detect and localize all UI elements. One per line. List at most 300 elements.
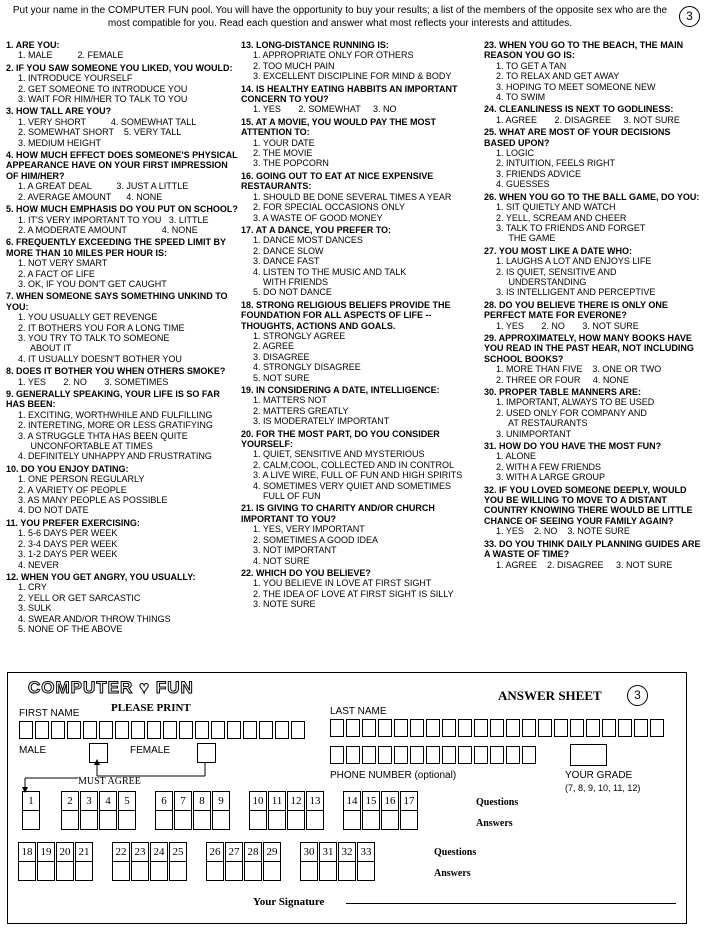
question-number: 11 bbox=[269, 792, 285, 811]
question-block bbox=[241, 568, 483, 610]
answer-option: 3. MEDIUM HEIGHT bbox=[18, 137, 102, 148]
question-number: 15 bbox=[363, 792, 379, 811]
answer-cell[interactable] bbox=[193, 791, 211, 830]
answer-option: 3. IS MODERATELY IMPORTANT bbox=[253, 416, 390, 427]
answer-cell[interactable] bbox=[56, 842, 74, 881]
answer-box[interactable] bbox=[113, 862, 129, 880]
question-number: 20 bbox=[57, 843, 73, 862]
question-number: 10 bbox=[250, 792, 266, 811]
answer-cell[interactable] bbox=[319, 842, 337, 881]
answer-option: 2. GET SOMEONE TO INTRODUCE YOU bbox=[18, 83, 188, 94]
question-group bbox=[155, 791, 231, 830]
answer-box[interactable] bbox=[226, 862, 242, 880]
answer-option: 1. EXCITING, WORTHWHILE AND FULFILLING bbox=[18, 409, 213, 420]
last-name-label: LAST NAME bbox=[330, 706, 387, 717]
question-number: 27 bbox=[226, 843, 242, 862]
answer-options bbox=[241, 50, 483, 81]
answer-option: 2. MATTERS GREATLY bbox=[253, 405, 349, 416]
answer-option: 2. CALM,COOL, COLLECTED AND IN CONTROL bbox=[253, 459, 455, 470]
answer-sheet-number: 3 bbox=[627, 685, 648, 706]
answer-cell[interactable] bbox=[118, 791, 136, 830]
question-text: 7. WHEN SOMEONE SAYS SOMETHING UNKIND TO YOU: bbox=[6, 291, 228, 312]
question-block bbox=[484, 192, 704, 244]
answer-option: 1. YOUR DATE bbox=[253, 137, 315, 148]
answer-cell[interactable] bbox=[381, 791, 399, 830]
question-number: 17 bbox=[401, 792, 417, 811]
answer-box[interactable] bbox=[119, 811, 135, 829]
questions-label-row-1: Questions bbox=[476, 797, 519, 808]
question-number: 26 bbox=[207, 843, 223, 862]
answer-option: 4. TO SWIM bbox=[496, 92, 546, 103]
answer-option: 1. A GREAT DEAL 3. JUST A LITTLE bbox=[18, 181, 189, 192]
answer-option: 1. LOGIC bbox=[496, 148, 535, 159]
answer-option: 3. DISAGREE bbox=[253, 351, 310, 362]
answer-option: 3. WITH A LARGE GROUP bbox=[496, 472, 606, 483]
answer-option: 4. STRONGLY DISAGREE bbox=[253, 362, 361, 373]
answer-option: 2. A VARIETY OF PEOPLE bbox=[18, 484, 127, 495]
answer-option: 1. YES, VERY IMPORTANT bbox=[253, 524, 365, 535]
question-text: 33. DO YOU THINK DAILY PLANNING GUIDES ARE A WASTE OF TIME? bbox=[484, 538, 701, 560]
letter-box[interactable] bbox=[506, 746, 520, 764]
answer-box[interactable] bbox=[269, 811, 285, 829]
question-number: 3 bbox=[81, 792, 97, 811]
answer-cell[interactable] bbox=[268, 791, 286, 830]
answer-option: 4. NOT SURE bbox=[253, 555, 310, 566]
answer-options bbox=[6, 528, 238, 570]
question-block bbox=[6, 389, 238, 462]
answer-cell[interactable] bbox=[18, 842, 36, 881]
question-text: 25. WHAT ARE MOST OF YOUR DECISIONS BASED UPON? bbox=[484, 127, 671, 148]
answer-cell[interactable] bbox=[37, 842, 55, 881]
question-text: 29. APPROXIMATELY, HOW MANY BOOKS HAVE YOU READ IN THE PAST HEAR, NOT INCLUDING SCHOOL BOOKS? bbox=[484, 332, 694, 364]
answer-box[interactable] bbox=[288, 811, 304, 829]
question-block bbox=[484, 539, 704, 570]
answer-options bbox=[6, 410, 238, 462]
answer-options bbox=[241, 138, 483, 169]
answer-option: 2. IS QUIET, SENSITIVE AND bbox=[496, 266, 617, 277]
answer-option: 1. ONE PERSON REGULARLY bbox=[18, 474, 145, 485]
answer-options bbox=[241, 235, 483, 297]
answer-option: 2. TOO MUCH PAIN bbox=[253, 60, 335, 71]
answer-option: 1. ALONE bbox=[496, 451, 537, 462]
question-text: 26. WHEN YOU GO TO THE BALL GAME, DO YOU: bbox=[484, 191, 700, 202]
answer-box[interactable] bbox=[264, 862, 280, 880]
answer-box[interactable] bbox=[301, 862, 317, 880]
question-block bbox=[241, 300, 483, 383]
answer-option: 2. TO RELAX AND GET AWAY bbox=[496, 71, 620, 82]
answer-cell[interactable] bbox=[112, 842, 130, 881]
question-number: 5 bbox=[119, 792, 135, 811]
signature-line[interactable] bbox=[346, 903, 676, 904]
question-block bbox=[6, 106, 238, 148]
question-block bbox=[6, 572, 238, 634]
answer-cell[interactable] bbox=[362, 791, 380, 830]
answer-option: 2. FOR SPECIAL OCCASIONS ONLY bbox=[253, 202, 406, 213]
answer-option: 1. MATTERS NOT bbox=[253, 395, 327, 406]
answer-box[interactable] bbox=[62, 811, 78, 829]
brand-word-left: COMPUTER bbox=[28, 678, 134, 697]
answer-box[interactable] bbox=[23, 811, 39, 829]
question-text: 15. AT A MOVIE, YOU WOULD PAY THE MOST ATTENTION TO: bbox=[241, 116, 437, 138]
answer-option: 3. A STRUGGLE THTA HAS BEEN QUITE bbox=[18, 430, 188, 441]
question-text: 31. HOW DO YOU HAVE THE MOST FUN? bbox=[484, 441, 662, 452]
intro-text: Put your name in the COMPUTER FUN pool. You will have the opportunity to buy your results; a list of the members of the opposite sex who are the most compatible for you. Read each question and answer what most reflects your interests and attitudes. bbox=[12, 5, 668, 29]
answer-box[interactable] bbox=[100, 811, 116, 829]
answer-option: 3. A WASTE OF GOOD MONEY bbox=[253, 212, 383, 223]
question-block bbox=[484, 441, 704, 483]
answer-options bbox=[6, 474, 238, 516]
answer-options bbox=[484, 148, 704, 190]
question-text: 8. DOES IT BOTHER YOU WHEN OTHERS SMOKE? bbox=[6, 366, 226, 377]
letter-box[interactable] bbox=[522, 746, 536, 764]
question-block bbox=[6, 237, 238, 289]
question-block bbox=[6, 40, 238, 61]
answer-option: 1. YOU USUALLY GET REVENGE bbox=[18, 312, 158, 323]
answer-cell[interactable] bbox=[75, 842, 93, 881]
answer-option: 4. DO NOT DATE bbox=[18, 505, 89, 516]
answer-box[interactable] bbox=[81, 811, 97, 829]
question-text: 16. GOING OUT TO EAT AT NICE EXPENSIVE RESTAURANTS: bbox=[241, 170, 434, 192]
letter-box[interactable] bbox=[490, 746, 504, 764]
question-group bbox=[206, 842, 282, 881]
questions-label-row-2: Questions bbox=[434, 847, 477, 858]
answer-cell[interactable] bbox=[150, 842, 168, 881]
question-block bbox=[6, 150, 238, 202]
question-text: 6. FREQUENTLY EXCEEDING THE SPEED LIMIT BY MORE THAN 10 MILES PER HOUR IS: bbox=[6, 237, 226, 258]
answer-cell[interactable] bbox=[306, 791, 324, 830]
question-text: 28. DO YOU BELIEVE THERE IS ONLY ONE PERFECT MATE FOR EVERONE? bbox=[484, 299, 668, 321]
answer-options bbox=[484, 202, 704, 244]
answer-cell[interactable] bbox=[343, 791, 361, 830]
question-number: 7 bbox=[175, 792, 191, 811]
answer-options bbox=[6, 582, 238, 634]
question-block bbox=[484, 300, 704, 331]
answer-cell[interactable] bbox=[131, 842, 149, 881]
answer-option: 1. QUIET, SENSITIVE AND MYSTERIOUS bbox=[253, 449, 425, 460]
question-block bbox=[484, 333, 704, 385]
answer-cell[interactable] bbox=[22, 791, 40, 830]
answer-option: 3. AS MANY PEOPLE AS POSSIBLE bbox=[18, 495, 168, 506]
answer-sheet-title: ANSWER SHEET bbox=[498, 688, 602, 703]
answer-option: FULL OF FUN bbox=[253, 491, 321, 502]
answer-options bbox=[484, 61, 704, 103]
answer-options bbox=[6, 181, 238, 202]
answer-options bbox=[484, 526, 704, 536]
answer-option: 3. YOU TRY TO TALK TO SOMEONE bbox=[18, 332, 170, 343]
answer-option: 3. THE POPCORN bbox=[253, 158, 329, 169]
answer-option: 3. TALK TO FRIENDS AND FORGET bbox=[496, 222, 646, 233]
answer-option: 3. NOTE SURE bbox=[253, 599, 316, 610]
answer-option: 2. DANCE SLOW bbox=[253, 245, 324, 256]
answer-option: 3. NOT IMPORTANT bbox=[253, 545, 337, 556]
answer-options bbox=[6, 50, 238, 60]
answers-label-row-2: Answers bbox=[434, 868, 471, 879]
please-print-label: PLEASE PRINT bbox=[111, 702, 191, 714]
answer-cell[interactable] bbox=[225, 842, 243, 881]
answer-options bbox=[241, 524, 483, 566]
letter-box[interactable] bbox=[442, 746, 456, 764]
answer-box[interactable] bbox=[151, 862, 167, 880]
answer-box[interactable] bbox=[401, 811, 417, 829]
letter-box[interactable] bbox=[330, 746, 344, 764]
answer-options bbox=[484, 364, 704, 385]
answer-cell[interactable] bbox=[99, 791, 117, 830]
question-text: 14. IS HEALTHY EATING HABBITS AN IMPORTANT CONCERN TO YOU? bbox=[241, 83, 458, 105]
brand-word-right: FUN bbox=[155, 678, 194, 697]
grade-label: YOUR GRADE bbox=[565, 770, 633, 781]
question-block bbox=[241, 171, 483, 223]
signature-label: Your Signature bbox=[253, 896, 325, 908]
answer-options bbox=[484, 397, 704, 439]
question-block bbox=[484, 485, 704, 537]
question-text: 5. HOW MUCH EMPHASIS DO YOU PUT ON SCHOOL? bbox=[6, 204, 238, 215]
letter-box[interactable] bbox=[346, 746, 360, 764]
question-text: 3. HOW TALL ARE YOU? bbox=[6, 106, 112, 117]
letter-box[interactable] bbox=[394, 746, 408, 764]
answer-option: 3. IS INTELLIGENT AND PERCEPTIVE bbox=[496, 287, 656, 298]
question-block bbox=[6, 366, 238, 387]
answer-box[interactable] bbox=[245, 862, 261, 880]
answer-box[interactable] bbox=[358, 862, 374, 880]
question-text: 23. WHEN YOU GO TO THE BEACH, THE MAIN REASON YOU GO IS: bbox=[484, 40, 684, 61]
question-number: 21 bbox=[76, 843, 92, 862]
question-text: 21. IS GIVING TO CHARITY AND/OR CHURCH IMPORTANT TO YOU? bbox=[241, 503, 435, 524]
answer-option: AT RESTAURANTS bbox=[496, 418, 588, 429]
answer-option: 2. SOMETIMES A GOOD IDEA bbox=[253, 534, 379, 545]
answer-cell[interactable] bbox=[244, 842, 262, 881]
question-number: 1 bbox=[23, 792, 39, 811]
question-number: 25 bbox=[170, 843, 186, 862]
question-block bbox=[241, 503, 483, 565]
answer-options bbox=[241, 104, 483, 114]
answer-option: 1. IT'S VERY IMPORTANT TO YOU 3. LITTLE bbox=[18, 214, 209, 225]
answer-cell[interactable] bbox=[206, 842, 224, 881]
answer-box[interactable] bbox=[38, 862, 54, 880]
answer-option: 1. DANCE MOST DANCES bbox=[253, 235, 363, 246]
question-block bbox=[6, 63, 238, 105]
first-name-label: FIRST NAME bbox=[19, 708, 80, 719]
answer-box[interactable] bbox=[207, 862, 223, 880]
answer-option: 4. SWEAR AND/OR THROW THINGS bbox=[18, 613, 171, 624]
answer-options bbox=[6, 117, 238, 148]
question-text: 27. YOU MOST LIKE A DATE WHO: bbox=[484, 245, 633, 256]
answer-option: 3. 1-2 DAYS PER WEEK bbox=[18, 549, 118, 560]
answer-box[interactable] bbox=[170, 862, 186, 880]
heart-icon: ♥ bbox=[139, 678, 151, 697]
answer-cell[interactable] bbox=[169, 842, 187, 881]
answer-option: 5. DO NOT DANCE bbox=[253, 287, 332, 298]
question-group bbox=[300, 842, 376, 881]
question-column-2 bbox=[241, 40, 483, 612]
answer-option: 1. STRONGLY AGREE bbox=[253, 330, 346, 341]
answer-box[interactable] bbox=[250, 811, 266, 829]
answer-box[interactable] bbox=[339, 862, 355, 880]
answer-cell[interactable] bbox=[263, 842, 281, 881]
answer-option: 1. TO GET A TAN bbox=[496, 60, 567, 71]
answer-option: 1. SIT QUIETLY AND WATCH bbox=[496, 202, 616, 213]
question-number: 16 bbox=[382, 792, 398, 811]
answer-option: 2. THE IDEA OF LOVE AT FIRST SIGHT IS SILLY bbox=[253, 588, 454, 599]
question-number: 14 bbox=[344, 792, 360, 811]
question-number: 33 bbox=[358, 843, 374, 862]
answer-option: 1. MALE 2. FEMALE bbox=[18, 50, 124, 61]
answer-option: 3. FRIENDS ADVICE bbox=[496, 168, 582, 179]
question-number: 8 bbox=[194, 792, 210, 811]
question-text: 17. AT A DANCE, YOU PREFER TO: bbox=[241, 224, 392, 235]
answer-cell[interactable] bbox=[400, 791, 418, 830]
question-number: 29 bbox=[264, 843, 280, 862]
answer-cell[interactable] bbox=[212, 791, 230, 830]
answer-options bbox=[484, 115, 704, 125]
answer-box[interactable] bbox=[156, 811, 172, 829]
answer-options bbox=[484, 560, 704, 570]
answer-options bbox=[241, 331, 483, 383]
answer-options bbox=[484, 321, 704, 331]
question-block bbox=[6, 291, 238, 364]
answer-option: 2. A MODERATE AMOUNT 4. NONE bbox=[18, 224, 198, 235]
letter-box[interactable] bbox=[362, 746, 376, 764]
question-block bbox=[241, 117, 483, 169]
answer-option: 1. INTRODUCE YOURSELF bbox=[18, 73, 133, 84]
answer-option: 5. NONE OF THE ABOVE bbox=[18, 623, 123, 634]
answer-box[interactable] bbox=[194, 811, 210, 829]
question-block bbox=[484, 387, 704, 439]
answer-cell[interactable] bbox=[300, 842, 318, 881]
letter-box[interactable] bbox=[474, 746, 488, 764]
answers-label-row-1: Answers bbox=[476, 818, 513, 829]
question-number: 9 bbox=[213, 792, 229, 811]
answer-option: 3. EXCELLENT DISCIPLINE FOR MIND & BODY bbox=[253, 71, 452, 82]
letter-box[interactable] bbox=[378, 746, 392, 764]
question-number: 31 bbox=[320, 843, 336, 862]
answer-option: 4. NEVER bbox=[18, 559, 60, 570]
answer-box[interactable] bbox=[213, 811, 229, 829]
answer-option: 1. CRY bbox=[18, 582, 47, 593]
answer-box[interactable] bbox=[382, 811, 398, 829]
letter-box[interactable] bbox=[426, 746, 440, 764]
question-block bbox=[241, 225, 483, 298]
question-text: 30. PROPER TABLE MANNERS ARE: bbox=[484, 387, 642, 397]
answer-box[interactable] bbox=[320, 862, 336, 880]
answer-option: 5. NOT SURE bbox=[253, 372, 310, 383]
answer-cell[interactable] bbox=[80, 791, 98, 830]
question-text: 22. WHICH DO YOU BELIEVE? bbox=[241, 567, 371, 578]
answer-option: 1. 5-6 DAYS PER WEEK bbox=[18, 528, 118, 539]
answer-option: 2. AVERAGE AMOUNT 4. NONE bbox=[18, 191, 163, 202]
answer-option: 2. YELL OR GET SARCASTIC bbox=[18, 592, 141, 603]
answer-box[interactable] bbox=[19, 862, 35, 880]
answer-options bbox=[6, 312, 238, 364]
answer-option: 2. IT BOTHERS YOU FOR A LONG TIME bbox=[18, 322, 185, 333]
answer-option: 1. AGREE 2. DISAGREE 3. NOT SURE bbox=[496, 114, 680, 125]
answer-cell[interactable] bbox=[155, 791, 173, 830]
question-text: 1. ARE YOU: bbox=[6, 40, 60, 50]
question-text: 24. CLEANLINESS IS NEXT TO GODLINESS: bbox=[484, 104, 674, 115]
question-number: 6 bbox=[156, 792, 172, 811]
question-text: 12. WHEN YOU GET ANGRY, YOU USUALLY: bbox=[6, 571, 196, 582]
question-number: 24 bbox=[151, 843, 167, 862]
question-block bbox=[6, 518, 238, 570]
answer-box[interactable] bbox=[57, 862, 73, 880]
grade-options: (7, 8, 9, 10, 11, 12) bbox=[565, 783, 641, 793]
grade-box[interactable] bbox=[570, 744, 607, 766]
answer-option: 1. MORE THAN FIVE 3. ONE OR TWO bbox=[496, 364, 662, 375]
answer-options bbox=[241, 578, 483, 609]
question-block bbox=[484, 246, 704, 298]
question-group bbox=[249, 791, 325, 830]
answer-option: 2. AGREE bbox=[253, 341, 295, 352]
answer-box[interactable] bbox=[132, 862, 148, 880]
answer-cell[interactable] bbox=[287, 791, 305, 830]
question-number: 19 bbox=[38, 843, 54, 862]
answer-option: 3. HOPING TO MEET SOMEONE NEW bbox=[496, 81, 656, 92]
answer-option: 3. A LIVE WIRE, FULL OF FUN AND HIGH SPIRITS bbox=[253, 470, 463, 481]
answer-option: 2. INTUITION, FEELS RIGHT bbox=[496, 158, 616, 169]
question-number: 22 bbox=[113, 843, 129, 862]
answer-box[interactable] bbox=[307, 811, 323, 829]
answer-option: 3. WAIT FOR HIM/HER TO TALK TO YOU bbox=[18, 94, 188, 105]
male-label: MALE bbox=[19, 745, 47, 756]
answer-option: 1. YES 2. NO 3. NOT SURE bbox=[496, 320, 639, 331]
letter-box[interactable] bbox=[410, 746, 424, 764]
answer-options bbox=[484, 256, 704, 298]
answer-box[interactable] bbox=[76, 862, 92, 880]
answer-option: 2. A FACT OF LIFE bbox=[18, 268, 95, 279]
question-text: 9. GENERALLY SPEAKING, YOUR LIFE IS SO FAR HAS BEEN: bbox=[6, 389, 220, 410]
answer-option: 4. GUESSES bbox=[496, 179, 550, 190]
letter-box[interactable] bbox=[458, 746, 472, 764]
phone-boxes[interactable] bbox=[330, 746, 538, 764]
answer-options bbox=[6, 377, 238, 387]
answer-options bbox=[6, 215, 238, 236]
answer-option: 3. OK, IF YOU DON'T GET CAUGHT bbox=[18, 278, 167, 289]
question-block bbox=[484, 40, 704, 102]
answer-option: 1. YES 2. NO 3. NOTE SURE bbox=[496, 526, 630, 537]
answer-option: 1. NOT VERY SMART bbox=[18, 258, 108, 269]
answer-cell[interactable] bbox=[61, 791, 79, 830]
answer-cell[interactable] bbox=[338, 842, 356, 881]
answer-box[interactable] bbox=[175, 811, 191, 829]
question-text: 20. FOR THE MOST PART, DO YOU CONSIDER YOURSELF: bbox=[241, 428, 440, 450]
answer-option: 2. SOMEWHAT SHORT 5. VERY TALL bbox=[18, 127, 182, 138]
answer-option: WITH FRIENDS bbox=[253, 276, 328, 287]
question-group bbox=[61, 791, 137, 830]
answer-cell[interactable] bbox=[357, 842, 375, 881]
answer-box[interactable] bbox=[363, 811, 379, 829]
answer-box[interactable] bbox=[344, 811, 360, 829]
question-text: 32. IF YOU LOVED SOMEONE DEEPLY, WOULD YOU BE WILLING TO MOVE TO A DISTANT COUNTRY KNOWING THERE WOULD BE LITTLE CHANCE OF SEEING YOUR FAMILY AGAIN? bbox=[484, 484, 693, 526]
answer-option: ABOUT IT bbox=[18, 343, 72, 354]
question-column-1 bbox=[6, 40, 238, 636]
question-text: 2. IF YOU SAW SOMEONE YOU LIKED, YOU WOULD: bbox=[6, 62, 233, 73]
page-number-badge: 3 bbox=[679, 6, 700, 27]
answer-cell[interactable] bbox=[174, 791, 192, 830]
must-agree-label: MUST AGREE bbox=[78, 776, 141, 787]
question-text: 4. HOW MUCH EFFECT DOES SOMEONE'S PHYSICAL APPEARANCE HAVE ON YOUR FIRST IMPRESSION OF HIM/HER? bbox=[6, 150, 238, 181]
question-number: 2 bbox=[62, 792, 78, 811]
question-block bbox=[241, 429, 483, 502]
answer-options bbox=[241, 449, 483, 501]
question-number: 30 bbox=[301, 843, 317, 862]
question-group bbox=[112, 842, 188, 881]
answer-options bbox=[241, 395, 483, 426]
female-label: FEMALE bbox=[130, 745, 171, 756]
question-number: 12 bbox=[288, 792, 304, 811]
answer-option: 3. UNIMPORTANT bbox=[496, 428, 572, 439]
answer-cell[interactable] bbox=[249, 791, 267, 830]
answer-option: 4. DEFINITELY UNHAPPY AND FRUSTRATING bbox=[18, 451, 212, 462]
question-number: 4 bbox=[100, 792, 116, 811]
